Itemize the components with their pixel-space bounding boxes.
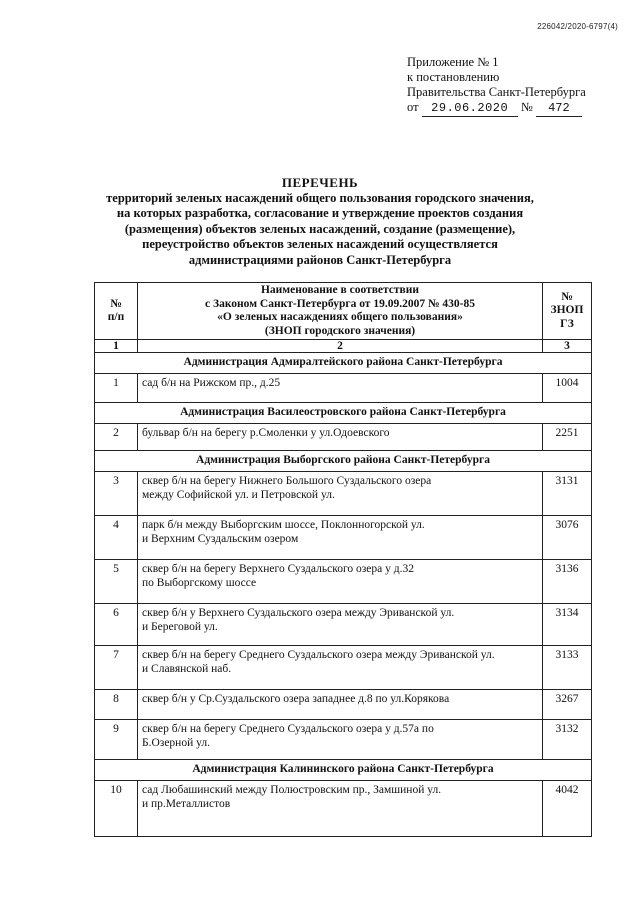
row-code: 3134 — [543, 604, 592, 646]
row-number: 9 — [95, 720, 138, 760]
row-name: сквер б/н у Ср.Суздальского озера западнее д.8 по ул.Корякова — [138, 690, 543, 720]
row-code: 3132 — [543, 720, 592, 760]
row-code: 2251 — [543, 424, 592, 451]
row-number: 8 — [95, 690, 138, 720]
section-name: Администрация Калининского района Санкт-Петербурга — [95, 760, 592, 781]
row-name: сквер б/н на берегу Верхнего Суздальского озера у д.32 по Выборгскому шоссе — [138, 560, 543, 604]
row-name: сквер б/н у Верхнего Суздальского озера между Эриванской ул. и Береговой ул. — [138, 604, 543, 646]
row-name: сад Любашинский между Полюстровским пр., Замшиной ул. и пр.Металлистов — [138, 781, 543, 837]
table-row — [95, 604, 592, 646]
appendix-line: к постановлению — [407, 70, 500, 84]
row-number: 2 — [95, 424, 138, 451]
section-name: Администрация Адмиралтейского района Санкт-Петербурга — [95, 353, 592, 374]
row-number: 4 — [95, 516, 138, 560]
table-row — [95, 646, 592, 690]
row-name: сквер б/н на берегу Среднего Суздальского озера у д.57а по Б.Озерной ул. — [138, 720, 543, 760]
header-code: № ЗНОП ГЗ — [543, 283, 592, 340]
appendix-line: Приложение № 1 — [407, 55, 499, 69]
table-header-row — [95, 283, 592, 340]
row-name: сад б/н на Рижском пр., д.25 — [138, 374, 543, 403]
row-name: парк б/н между Выборгским шоссе, Поклонногорской ул. и Верхним Суздальским озером — [138, 516, 543, 560]
row-name: сквер б/н на берегу Нижнего Большого Суздальского озера между Софийской ул. и Петровской ул. — [138, 472, 543, 516]
from-label: от — [407, 100, 419, 114]
column-number: 1 — [95, 340, 138, 353]
section-name: Администрация Василеостровского района Санкт-Петербурга — [95, 403, 592, 424]
row-number: 10 — [95, 781, 138, 837]
row-number: 3 — [95, 472, 138, 516]
document-id: 226042/2020-6797(4) — [537, 22, 618, 31]
number-label: № — [520, 100, 533, 114]
table-row — [95, 374, 592, 403]
table-row — [95, 781, 592, 837]
row-number: 5 — [95, 560, 138, 604]
table-row — [95, 690, 592, 720]
row-number: 7 — [95, 646, 138, 690]
section-row — [95, 353, 592, 374]
title-line: (размещения) объектов зеленых насаждений, создание (размещение), — [124, 221, 516, 236]
column-number: 2 — [138, 340, 543, 353]
appendix-block — [407, 55, 617, 117]
title-heading: ПЕРЕЧЕНЬ — [281, 175, 359, 190]
title-line: переустройство объектов зеленых насаждений осуществляется — [142, 237, 498, 251]
column-numbers-row — [95, 340, 592, 353]
resolution-number: 472 — [536, 101, 582, 117]
table-row — [95, 560, 592, 604]
row-name: бульвар б/н на берегу р.Смоленки у ул.Одоевского — [138, 424, 543, 451]
appendix-line: Правительства Санкт-Петербурга — [407, 85, 586, 99]
table-row — [95, 472, 592, 516]
row-code: 3267 — [543, 690, 592, 720]
resolution-date: 29.06.2020 — [422, 101, 518, 117]
table-row — [95, 424, 592, 451]
row-code: 4042 — [543, 781, 592, 837]
row-code: 1004 — [543, 374, 592, 403]
row-number: 1 — [95, 374, 138, 403]
section-name: Администрация Выборгского района Санкт-Петербурга — [95, 451, 592, 472]
row-number: 6 — [95, 604, 138, 646]
header-number: № п/п — [95, 283, 138, 340]
section-row — [95, 403, 592, 424]
title-line: территорий зеленых насаждений общего пользования городского значения, — [106, 190, 534, 205]
row-code: 3133 — [543, 646, 592, 690]
appendix-date-line — [407, 100, 617, 117]
section-row — [95, 451, 592, 472]
row-code: 3076 — [543, 516, 592, 560]
table-row — [95, 720, 592, 760]
row-code: 3131 — [543, 472, 592, 516]
column-number: 3 — [543, 340, 592, 353]
table-row — [95, 516, 592, 560]
title-line: администрациями районов Санкт-Петербурга — [188, 252, 452, 267]
header-name: Наименование в соответствии с Законом Санкт-Петербурга от 19.09.2007 № 430-85 «О зеленых насаждениях общего пользования» (ЗНОП городского значения) — [138, 283, 543, 340]
green-areas-table — [94, 282, 592, 837]
row-code: 3136 — [543, 560, 592, 604]
title-line: на которых разработка, согласование и утверждение проектов создания — [116, 206, 524, 220]
section-row — [95, 760, 592, 781]
document-title — [0, 175, 640, 268]
row-name: сквер б/н на берегу Среднего Суздальского озера между Эриванской ул. и Славянской наб. — [138, 646, 543, 690]
